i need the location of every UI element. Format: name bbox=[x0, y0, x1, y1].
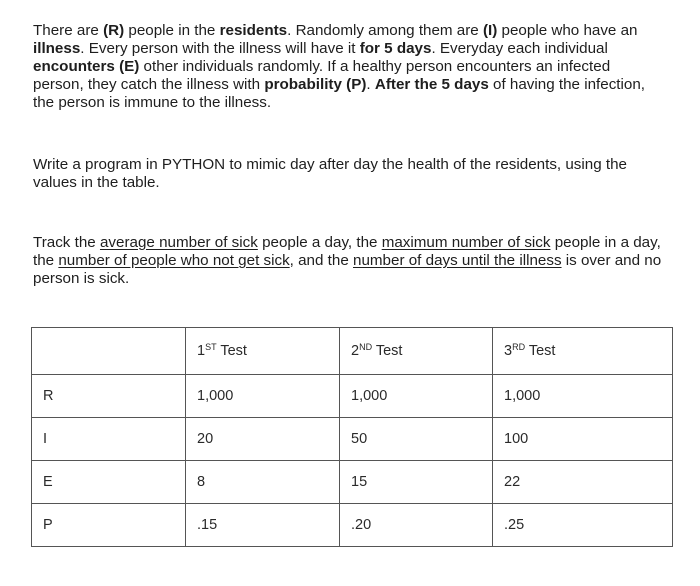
value-cell: .15 bbox=[186, 504, 340, 547]
header-ordinal: ST bbox=[205, 342, 217, 352]
value-cell: 1,000 bbox=[493, 375, 673, 418]
bold-text: residents bbox=[219, 22, 288, 39]
text-span: is over and no person is sick. bbox=[33, 252, 662, 287]
test-values-table bbox=[31, 327, 673, 547]
bold-text: illness bbox=[33, 40, 81, 57]
table-row-p bbox=[32, 504, 673, 547]
underlined-text: number of days until the illness bbox=[353, 252, 562, 269]
text-span: . Randomly among them are bbox=[287, 22, 483, 39]
value-cell: 20 bbox=[186, 418, 340, 461]
table-header-row bbox=[32, 328, 673, 375]
text-span: people in the bbox=[124, 22, 220, 39]
bold-text: probability (P) bbox=[264, 76, 367, 93]
header-ordinal: RD bbox=[512, 342, 526, 352]
text-span: . bbox=[366, 76, 375, 93]
bold-text: encounters (E) bbox=[33, 58, 140, 75]
text-span: . Every person with the illness will have it bbox=[80, 40, 360, 57]
underlined-text: average number of sick bbox=[99, 234, 258, 251]
value-cell: 50 bbox=[340, 418, 493, 461]
text-span: . Everyday each individual bbox=[431, 40, 608, 57]
value-cell: .20 bbox=[340, 504, 493, 547]
value-cell: 15 bbox=[340, 461, 493, 504]
table-row-r bbox=[32, 375, 673, 418]
value-cell: 8 bbox=[186, 461, 340, 504]
text-span: people in a day, the bbox=[33, 234, 661, 269]
text-span: There are bbox=[33, 22, 104, 39]
value-cell: 100 bbox=[493, 418, 673, 461]
header-number: 1 bbox=[197, 343, 206, 359]
row-label-cell: P bbox=[32, 504, 186, 547]
value-cell: .25 bbox=[493, 504, 673, 547]
header-number: 3 bbox=[504, 343, 513, 359]
header-cell-test-2 bbox=[340, 328, 493, 375]
problem-paragraph-3 bbox=[33, 234, 663, 288]
header-number: 2 bbox=[351, 343, 360, 359]
header-cell-test-1 bbox=[186, 328, 340, 375]
header-label: Test bbox=[372, 343, 403, 359]
bold-text: After the 5 days bbox=[374, 76, 489, 93]
header-label: Test bbox=[216, 343, 247, 359]
underlined-text: maximum number of sick bbox=[381, 234, 551, 251]
problem-paragraph-2: Write a program in PYTHON to mimic day after day the health of the residents, using the values in the table. bbox=[33, 156, 627, 191]
row-label-cell: I bbox=[32, 418, 186, 461]
row-label-cell: R bbox=[32, 375, 186, 418]
value-cell: 22 bbox=[493, 461, 673, 504]
text-span: people a day, the bbox=[257, 234, 382, 251]
bold-text: for 5 days bbox=[359, 40, 432, 57]
header-label: Test bbox=[525, 343, 556, 359]
problem-paragraph-1 bbox=[33, 22, 663, 112]
bold-text: (R) bbox=[103, 22, 125, 39]
header-cell-test-3 bbox=[493, 328, 673, 375]
underlined-text: number of people who not get sick bbox=[58, 252, 290, 269]
text-span: of having the infection, the person is immune to the illness. bbox=[33, 76, 646, 111]
row-label-cell: E bbox=[32, 461, 186, 504]
text-span: , and the bbox=[289, 252, 354, 269]
table-row-e bbox=[32, 461, 673, 504]
text-span: Track the bbox=[33, 234, 100, 251]
table-row-i bbox=[32, 418, 673, 461]
value-cell: 1,000 bbox=[186, 375, 340, 418]
text-span: other individuals randomly. If a healthy person encounters an infected person, they catch the illness with bbox=[33, 58, 611, 93]
header-ordinal: ND bbox=[359, 342, 373, 352]
bold-text: (I) bbox=[482, 22, 498, 39]
text-span: people who have an bbox=[497, 22, 638, 39]
header-corner-cell bbox=[32, 328, 186, 375]
value-cell: 1,000 bbox=[340, 375, 493, 418]
